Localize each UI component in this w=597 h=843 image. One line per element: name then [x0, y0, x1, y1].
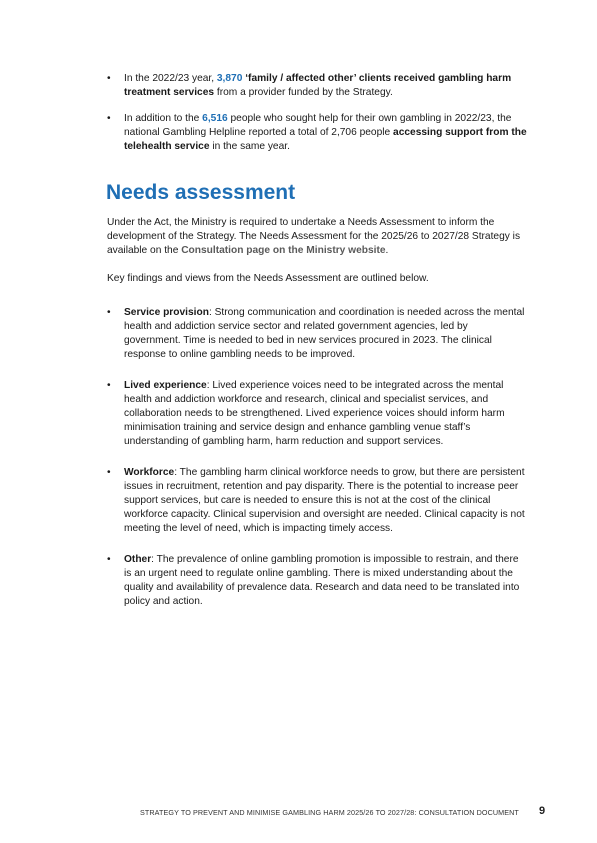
- statistic-item-helpline: • In addition to the 6,516 people who sought help for their own gambling in 2022/23, the national Gambling Helpline reported a total of 2,706 people accessing support from the telehealth service in the same year.: [107, 113, 527, 152]
- page-number: 9: [539, 805, 546, 817]
- key-findings-intro: Key findings and views from the Needs Assessment are outlined below.: [107, 273, 429, 284]
- highlight-number: 3,870: [216, 73, 243, 84]
- bullet-icon: •: [107, 554, 111, 565]
- bullet-icon: •: [107, 73, 111, 84]
- finding-item-workforce: • Workforce: The gambling harm clinical workforce needs to grow, but there are persistent issues in recruitment, retention and pay disparity. There is the potential to increase peer support services, but care is needed to ensure this is not at the cost of the clinical workforce capacity. Clinical supervision and oversight are needed. Clinical capacity is not meeting the level of need, which is impacting timely access.: [107, 467, 525, 534]
- statistic-item-family-clients: • In the 2022/23 year, 3,870 ‘family / affected other’ clients received gambling harm treatment services from a provider funded by the Strategy.: [107, 73, 512, 98]
- finding-item-other: • Other: The prevalence of online gambling promotion is impossible to restrain, and there is an urgent need to regulate online gambling. There is mixed understanding about the quality and availability of prevalence data. Research and data need to be translated into policy and action.: [107, 554, 520, 607]
- finding-item-service-provision: • Service provision: Strong communication and coordination is needed across the mental health and addiction service sector and related government agencies, led by government. Time is needed to bed in new services procured in 2023. The clinical response to online gambling needs to be improved.: [107, 307, 525, 360]
- bullet-icon: •: [107, 113, 111, 124]
- footer-title: STRATEGY TO PREVENT AND MINIMISE GAMBLING HARM 2025/26 TO 2027/28: CONSULTATION DOCUMENT: [140, 808, 519, 817]
- finding-item-lived-experience: • Lived experience: Lived experience voices need to be integrated across the mental health and addiction workforce and research, clinical and specialist services, and collaboration needs to be strengthened. Lived experience voices should inform harm minimisation training and service design and enhance gambling venue staff’s understanding of gambling harm, harm reduction and support services.: [107, 380, 505, 447]
- intro-paragraph: Under the Act, the Ministry is required to undertake a Needs Assessment to inform the development of the Strategy. The Needs Assessment for the 2025/26 to 2027/28 Strategy is available on the Consultation page on the Ministry website.: [107, 217, 521, 256]
- bullet-icon: •: [107, 307, 111, 318]
- statistics-list: [107, 72, 527, 154]
- bullet-icon: •: [107, 467, 111, 478]
- highlight-number: 6,516: [202, 113, 228, 124]
- consultation-page-link[interactable]: Consultation page on the Ministry website: [181, 245, 386, 256]
- section-heading: Needs assessment: [106, 181, 296, 204]
- bullet-icon: •: [107, 380, 111, 391]
- findings-list: [107, 306, 527, 609]
